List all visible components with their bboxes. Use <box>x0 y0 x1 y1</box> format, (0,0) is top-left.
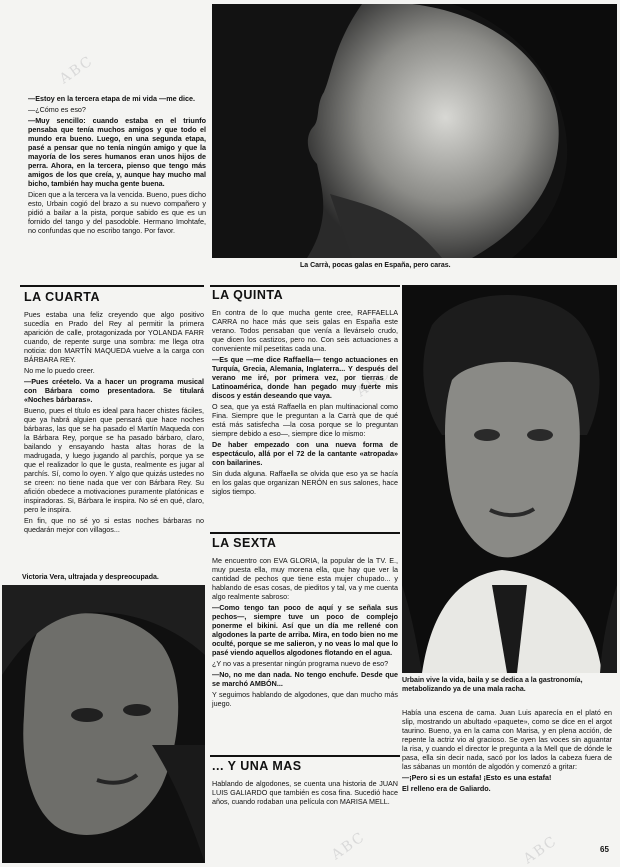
section-rule <box>20 285 204 287</box>
right-photo-caption: Urbain vive la vida, baila y se dedica a la gastronomía, metabolizando ya de una mala racha. <box>402 677 583 693</box>
la-sexta-paragraph: ¿Y no vas a presentar ningún programa nuevo de eso? <box>212 659 389 668</box>
right-column-text <box>402 708 612 795</box>
la-sexta-paragraph: —No, no me dan nada. No tengo enchufe. Desde que se marchó AMBÓN... <box>212 670 398 688</box>
la-cuarta-paragraph: En fin, que no sé yo si estas noches bárbaras no quedarán mejor con villagos... <box>24 516 204 534</box>
la-cuarta-heading: LA CUARTA <box>24 290 101 304</box>
intro-paragraph: —Estoy en la tercera etapa de mi vida —me dice. <box>28 94 195 103</box>
watermark: ABC <box>353 365 394 401</box>
la-sexta-paragraph: —Como tengo tan poco de aquí y se señala sus pechos—, siempre tuve un poco de complejo ponerme el bikini. Así que un día me rellené con algodones la parte de arriba. Mira, en todo bien no me oculté, porque se me salieron, y no veas lo mal que lo pasé viendo aquellos algodones flotando en el agua. <box>212 603 398 657</box>
right-column-paragraph: El relleno era de Galiardo. <box>402 784 491 793</box>
la-cuarta-paragraph: Bueno, pues el título es ideal para hacer chistes fáciles, que ya habrá alguien que pensará que hace noches bárbaras, las que se ha pasado el Martín Maqueda con la Bárbara Rey, porque se ha pasado bárbaro, claro, bailando y ensayando hasta altas horas de la madrugada, y luego jugando al parchís, porque ya se que el realizador lo que le gusta, realmente es jugar al parchís. Sí, como lo oyen. Y algo que quizás ustedes no se creen: no tiene nada que ver con Bárbara Rey. Su afición obedece a motivaciones puramente platónicas e inspiradoras. Si, Bárbara le inspira. No sé en qué, claro, pero le inspira. <box>24 406 204 514</box>
la-quinta-paragraph: —Es que —me dice Raffaella— tengo actuaciones en Turquía, Grecia, Alemania, Inglaterra... Y después del verano me iré, por primera vez, por tierras de Latinoamérica, donde han pegado muy fuerte mis discos y están deseando que vaya. <box>212 355 398 400</box>
bottom-left-caption: Victoria Vera, ultrajada y despreocupada. <box>22 574 159 581</box>
right-portrait-photo <box>402 285 617 673</box>
y-una-mas-heading: ... Y UNA MAS <box>212 759 302 773</box>
la-quinta-paragraph: O sea, que ya está Raffaella en plan multinacional como Fina. Siempre que le preguntan a la Carrà que de qué está más satisfecha —la cosa porque se lo preguntan siempre debido a eso—, siempre dice lo mismo: <box>212 402 398 438</box>
intro-paragraph: Dicen que a la tercera va la vencida. Bueno, pues dicho esto, Urbain cogió del brazo a su nuevo compañero y pidió a bailar a la pista, porque sabido es que es un fornido del tango y del pasodoble. Hermano Imohtafe, no confundas que no escribo tango. Por favor. <box>28 190 206 235</box>
bottom-left-portrait-photo <box>2 585 205 863</box>
watermark: ABC <box>520 832 561 867</box>
la-sexta-paragraph: Y seguimos hablando de algodones, que dan mucho más juego. <box>212 690 398 708</box>
la-sexta-heading: LA SEXTA <box>212 536 277 550</box>
y-una-mas-paragraph: Hablando de algodones, se cuenta una historia de JUAN LUIS GALIARDO que también es cosa fina. Sucedió hace años, cuando rodaban una película con MARISA MELL. <box>212 779 398 806</box>
right-column-paragraph: Había una escena de cama. Juan Luis aparecía en el plató en slip, mostrando un abultado «paquete», como se dice en el argot taurino. Bueno, ya en la cama con Marisa, y en plena acción, de repente la actriz vio al gracioso. Se oyen las voces sin aguantar la risa, y cuando el director le pregunta a la Mell que de dónde le pasa, ella sin decir nada, sacó por los lados la cabeza fuera de las sábanas un montón de algodón y comenzó a gritar: <box>402 708 612 771</box>
la-sexta-text <box>212 556 398 710</box>
intro-text <box>28 94 206 237</box>
top-portrait-photo <box>212 4 617 258</box>
watermark: ABC <box>328 828 369 864</box>
la-quinta-paragraph: En contra de lo que mucha gente cree, RAFFAELLA CARRA no hace más que seis galas en España este verano. Todos pensaban que venía a llevárselo crudo, que dicen los castizos, pero no. Con seis actuaciones a conveniente mil pesetitas cada una. <box>212 308 398 353</box>
portrait-illustration <box>402 285 617 673</box>
la-cuarta-paragraph: No me lo puedo creer. <box>24 366 95 375</box>
la-cuarta-paragraph: Pues estaba una feliz creyendo que algo positivo sucedía en Prado del Rey al permitir la primera aparición de calle, protagonizada por YOLANDA FARR cuando, de repente surge una sombra: me llega otra noticia: don MARTÍN MAQUEDA vuelve a la carga con BÁRBARA REY. <box>24 310 204 364</box>
la-sexta-paragraph: Me encuentro con EVA GLORIA, la popular de la TV. E., muy puesta ella, muy morena ella, que hay que ver la cantidad de pechos que tiene esta mujer chupado... y hablando de esas cosas, de pieditos y tal, va y me cuenta algo realmente sabroso: <box>212 556 398 601</box>
portrait-illustration <box>2 585 205 863</box>
la-quinta-text <box>212 308 398 498</box>
la-quinta-paragraph: De haber empezado con una nueva forma de espectáculo, allá por el 72 de la cantante «atropada» con bailarines. <box>212 440 398 467</box>
portrait-illustration <box>212 4 617 258</box>
la-cuarta-text <box>24 310 204 536</box>
intro-paragraph: —Muy sencillo: cuando estaba en el triunfo pensaba que tenía muchos amigos y que todo el mundo era bueno. Luego, en una segunda etapa, pasé a pensar que no tenía ningún amigo y que la mayoría de los seres humanos eran unos hijos de perra. Ahora, en la tercera, pienso que tengo más amigos de los que creía, y, aunque hay mucho mal bicho, también hay mucha gente buena. <box>28 116 206 188</box>
top-photo-caption: La Carrà, pocas galas en España, pero caras. <box>300 262 451 269</box>
intro-paragraph: —¿Cómo es eso? <box>28 105 86 114</box>
la-cuarta-paragraph: —Pues créetelo. Va a hacer un programa musical con Bárbara como presentadora. Se titulará «Noches bárbaras». <box>24 377 204 404</box>
page-number: 65 <box>600 845 609 854</box>
section-rule <box>210 532 400 534</box>
y-una-mas-text <box>212 779 398 808</box>
watermark: ABC <box>56 52 97 88</box>
la-quinta-paragraph: Sin duda alguna. Raffaella se olvida que eso ya se hacía en los galas que organizan NERÓN en sus salones, hace siglos tiempo. <box>212 469 398 496</box>
section-rule <box>210 755 400 757</box>
right-column-paragraph: —¡Pero si es un estafa! ¡Esto es una estafa! <box>402 773 552 782</box>
la-quinta-heading: LA QUINTA <box>212 288 284 302</box>
section-rule <box>210 285 400 287</box>
